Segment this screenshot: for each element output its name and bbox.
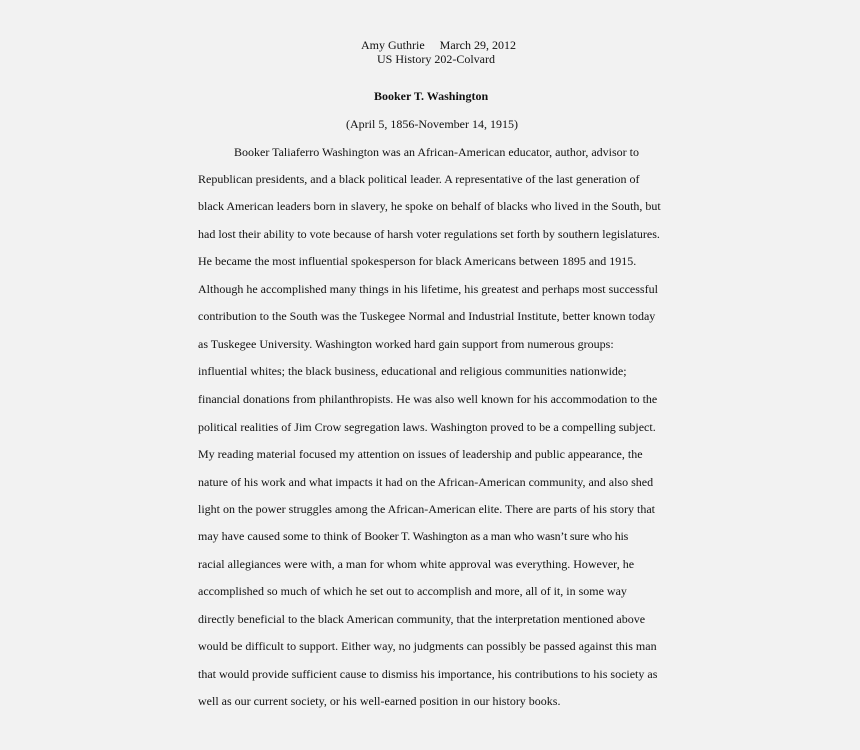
body-line-9: influential whites; the black business, educational and religious communities nationwide; (198, 364, 627, 378)
body-line-6: Although he accomplished many things in his lifetime, his greatest and perhaps most successful (198, 282, 658, 296)
body-line-1: Booker Taliaferro Washington was an African-American educator, author, advisor to (234, 145, 639, 159)
body-line-12: My reading material focused my attention on issues of leadership and public appearance, the (198, 447, 643, 461)
body-line-7: contribution to the South was the Tuskegee Normal and Industrial Institute, better known today (198, 309, 656, 323)
body-line-3: black American leaders born in slavery, he spoke on behalf of blacks who lived in the South, but (198, 199, 661, 213)
document-title: Booker T. Washington (374, 89, 489, 103)
body-line-20: that would provide sufficient cause to dismiss his importance, his contributions to his society as (198, 667, 658, 681)
course-line: US History 202-Colvard (377, 52, 495, 66)
author-date-line: Amy Guthrie March 29, 2012 (361, 38, 516, 52)
body-line-15-tail: Booker T. Washington as a man who wasn’t sure who his (364, 529, 629, 543)
body-line-4: had lost their ability to vote because of harsh voter regulations set forth by southern legislatures. (198, 227, 660, 241)
body-line-2: Republican presidents, and a black political leader. A representative of the last generation of (198, 172, 640, 186)
body-line-15 (198, 529, 628, 543)
body-line-15-start: may have caused some to think of (198, 529, 365, 543)
body-line-13: nature of his work and what impacts it had on the African-American community, and also shed (198, 475, 654, 489)
body-line-18: directly beneficial to the black American community, that the interpretation mentioned above (198, 612, 646, 626)
body-line-11: political realities of Jim Crow segregation laws. Washington proved to be a compelling subject. (198, 420, 656, 434)
document-dates: (April 5, 1856-November 14, 1915) (346, 117, 518, 131)
body-line-17: accomplished so much of which he set out to accomplish and more, all of it, in some way (198, 584, 627, 598)
body-line-8: as Tuskegee University. Washington worked hard gain support from numerous groups: (198, 337, 614, 351)
body-line-16: racial allegiances were with, a man for whom white approval was everything. However, he (198, 557, 635, 571)
body-line-10: financial donations from philanthropists. He was also well known for his accommodation to the (198, 392, 658, 406)
body-line-21: well as our current society, or his well-earned position in our history books. (198, 694, 561, 708)
body-line-19: would be difficult to support. Either way, no judgments can possibly be passed against this man (198, 639, 657, 653)
body-line-14: light on the power struggles among the African-American elite. There are parts of his story that (198, 502, 655, 516)
body-line-5: He became the most influential spokesperson for black Americans between 1895 and 1915. (198, 254, 637, 268)
